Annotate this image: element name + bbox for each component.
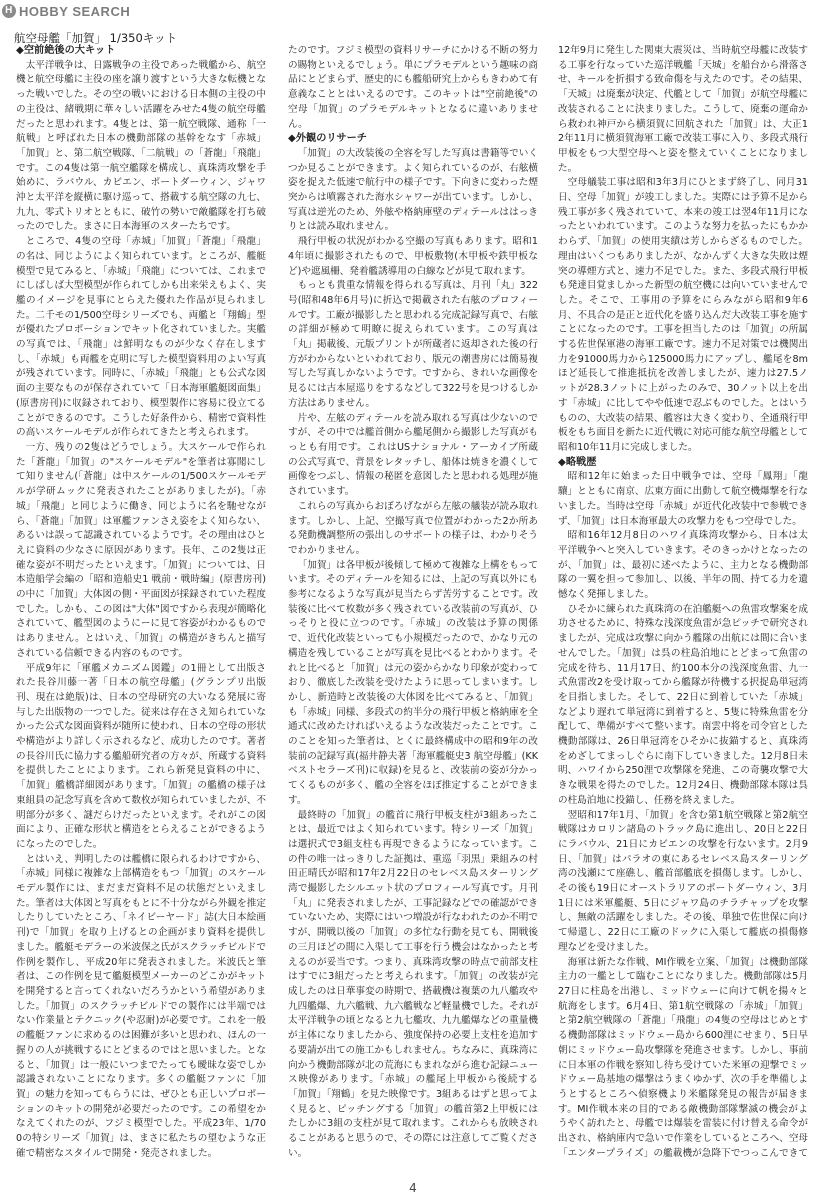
paragraph: もっとも貴重な情報を得られる写真は、月刊「丸」322号(昭和48年6月号)に折込で掲載された右舷のプロフィールです。工廠が撮影したと思われる完成記録写真で、右舷の詳細が極めて明瞭に捉えられています。この写真は「丸」掲載後、元版プリントが所蔵者に返却された後の行方がわからないといわれており、版元の潮書房には簡易複写した写真しかないようです。ですから、きれいな画像を見るには古本屋巡りをするなどして322号を見つけるしか方法はありません。 (288, 280, 538, 409)
paragraph: 「加賀」は各甲板が後傾して極めて複雑な上構をもっています。そのディテールを知るには、上記の写真以外にも参考になるような写真が見当たらず苦労することです。改装後に比べて枚数が多く残されている改装前の写真が、ひっそりと役に立つのです。「赤城」の改装は予算の関係で、近代化改装といっても小規模だったので、かなり元の構造を残していることが写真を見比べるとわかります。それと比べると「加賀」は元の姿からかなり印象が変わっており、徹底した改装を受けたように思ってしまいます。しかし、新造時と改装後の大体図を比べてみると、「加賀」も「赤城」同様、多段式の約半分の飛行甲板と格納庫を全通式に改めたければいえるような改装だったことです。このことを知った筆者は、とくに最終構成中の昭和9年の改装前の記録写真(福井静夫著「海軍艦艇史3 航空母艦」(KKベストセラーズ刊)に収録)を見ると、改装前の姿が分かってくるものが多く、艦の全容をほぼ推定することができます。 (288, 559, 538, 806)
section-heading: ◆外観のリサーチ (288, 133, 367, 145)
paragraph: 「加賀」の大改装後の全容を写した写真は書籍等でいくつか見ることができます。よく知られているのが、右舷横姿を捉えた低速で航行中の様子です。下向きに変わった煙突からは噴霧された海水シャワーが出ています。しかし、写真は逆光のため、外舷や格納庫壁のディテールははっきりとは読み取れません。 (288, 147, 538, 233)
paragraph: ひそかに練られた真珠湾の在泊艦艇への魚雷攻撃案を成功させるために、特殊な浅深度魚雷が急ピッチで研究されましたが、完成は攻撃に向かう艦隊の出航には間に合いませんでした。「加賀」は呉の柱島泊地にとどまって魚雷の完成を待ち、11月17日、約100本分の浅深度魚雷、九一式魚雷改2を受け取ってから艦隊が待機する択捉島単冠湾を目指しました。そして、22日に到着していた「赤城」などより遅れて単冠湾に到着すると、5隻に特殊魚雷を分配して、準備がすべて整います。南雲中将を司令官とした機動部隊は、26日単冠湾をひそかに抜錨すると、真珠湾をめざしてまっしぐらに南下していきました。12月8日未明、ハワイから250浬で攻撃隊を発進、この奇襲攻撃で大きな戦果を得たのでした。12月24日、機動部隊本隊は呉の柱島泊地に投錨し、任務を終えました。 (558, 603, 808, 806)
paragraph: 平成9年に「軍艦メカニズム図鑑」の1冊として出版された長谷川藤一著「日本の航空母艦」(グランプリ出版刊、現在は絶版)は、日本の空母研究の大いなる発展に寄与した出版物の一つでした。従来は存在さえ知られていなかった公式な図面資料が随所に使われ、日本の空母の形状や構造がより詳しく示されるなど、成功したのです。著者の長谷川氏に協力する艦船研究者の方々が、所蔵する資料を提供したことによります。これら新発見資料の中に、「加賀」艦橋詳細図があります。「加賀」の艦橋の様子は東組員の記念写真を含めて数枚が知られていましたが、不明部分が多く、謎だらけだったといえます。それがこの図面により、正確な形状と構造をとらえることができるようになったのでした。 (16, 662, 266, 850)
section-heading: ◆空前絶後の大キット (16, 45, 116, 56)
site-header (0, 0, 826, 22)
paragraph: 空母艤装工事は昭和3年3月にひとまず終了し、同月31日、空母「加賀」が竣工しました。実際には予算不足から残工事が多く残されていて、本来の竣工は翌4年11月になったといわれています。このような努力を払ったにもかかわらず、「加賀」の使用実績は芳しからざるものでした。理由はいくつもありましたが、なかんずく大きな失敗は煙突の導煙方式と、速力不足でした。また、多段式飛行甲板も発達目覚ましかった新型の航空機には向いていませんでした。そこで、工事用の予算をにらみながら昭和9年6月、不具合の是正と近代化を盛り込んだ大改装工事を施すことになったのです。工事を担当したのは「加賀」の所属する佐世保軍港の海軍工廠です。速力不足対策では機関出力を91000馬力から125000馬力にアップし、艦尾を8mほど延長して推進抵抗を改善しましたが、速力は27.5ノットが28.3ノットに上がったのみで、30ノット以上を出す「赤城」に比してやや低速で忍ぶものでした。とはいうものの、大改装の結果、艦容は大きく変わり、全通飛行甲板をもち面目を新たに近代戦に対応可能な航空母艦として昭和10年11月に完成しました。 (558, 177, 808, 453)
paragraph: 12年9月に発生した関東大震災は、当時航空母艦に改装する工事を行なっていた巡洋戦艦「天城」を船台から滑落させ、キールを折損する致命傷を与えたのです。その結果、「天城」は廃棄が決定、代艦として「加賀」が航空母艦に改装されることに決まりました。こうして、廃棄の運命から救われ神戸から横須賀に回航された「加賀」は、大正12年11月に横須賀海軍工廠で改装工事に入り、多段式飛行甲板をもつ大型空母へと姿を整えていくことになりました。 (558, 45, 808, 174)
logo-mark-icon: H (2, 4, 16, 18)
paragraph: 太平洋戦争は、日露戦争の主役であった戦艦から、航空機と航空母艦に主役の座を譲り渡すという大きな転機となった戦いでした。その空の戦いにおける日本側の主役の中の主役は、緒戦期に華々しい活躍をみせた4隻の航空母艦だったと思われます。4隻とは、第一航空戦隊、通称「一航戦」と呼ばれた日本の機動部隊の基幹をなす「赤城」「加賀」と、第二航空戦隊、「二航戦」の「蒼龍」「飛龍」です。この4隻は第一航空艦隊を構成し、真珠湾攻撃を手始めに、ラバウル、カビエン、ポートダーウィン、ジャワ沖と太平洋を縦横に駆け巡って、搭載する航空隊の九七、九九、零式トリオとともに、破竹の勢いで敵艦隊を打ち破ったのでした。まさに日本海軍のスターたちです。 (16, 59, 266, 233)
paragraph: ところで、4隻の空母「赤城」「加賀」「蒼龍」「飛龍」の名は、同じようによく知られています。ところが、艦艇模型で見てみると、「赤城」「飛龍」については、これまでにしばしば大型模型が作られてしかも出来栄えもよく、実艦のイメージを見事にとらえた優れた作品が見られました。二千モの1/500空母シリーズでも、両艦と「翔鶴」型が優れたプロポーションでキット化されていました。実艦の写真では、「飛龍」は鮮明なものが少なく存在しますし、「赤城」も両艦を克明に写した模型資料用のよい写真が残されています。同時に、「赤城」「飛龍」とも公式な図面の主要なものが保存されていて「日本海軍艦艇図面集」(原書房刊)に収録されており、模型製作に容易に役立てることができるのです。こうした好条件から、精密で資料性の高いスケールモデルが作られてきたと考えられます。 (16, 236, 266, 439)
paragraph: 一方、残りの2隻はどうでしょう。大スケールで作られた「蒼龍」「加賀」の"スケールモデル"を筆者は寡聞にして知りません(「蒼龍」は中スケールの1/500スケールモデルが学研ムックに発表されたことがありましたが)。「赤城」「飛龍」と同じように働き、同じように名を馳せながら、「蒼龍」「加賀」は軍艦ファンさえ姿をよく知らない、あるいは誤って認識されているようです。その理由はひとえに資料の少なさに原因があります。長年、この2隻は正確な姿が不明だったといえます。「加賀」については、日本造船学会編の「昭和造船史1 戦前・戦時編」(原書房刊)の中に「加賀」大体図の側・平面図が採録されていた程度でした。しかも、この図は"大体"図ですから表現が簡略化されていて、艦型図のようにーに見て容姿がわかるものではありません。とはいえ、「加賀」の構造がきちんと描写されている信頼できる内容のものです。 (16, 441, 266, 659)
section-heading: ◆略戦歴 (558, 456, 597, 468)
hobbysearch-logo[interactable] (2, 2, 130, 20)
article-column-2 (288, 44, 538, 1159)
paragraph: 昭和12年に始まった日中戦争では、空母「鳳翔」「龍驤」とともに南京、広東方面に出動して航空機爆撃を行ないました。当時は空母「赤城」が近代化改装中で参戦できず、「加賀」は日本海軍最大の攻撃力をもつ空母でした。 (558, 471, 808, 527)
paragraph: とはいえ、判明したのは艦橋に限られるわけですから、「赤城」同様に複雑な上部構造をもつ「加賀」のスケールモデル製作には、まだまだ資料不足の状態だといえました。筆者は大体図と写真をもとに不十分ながら外観を推定したりしていたところ、「ネイビーヤード」誌(大日本絵画刊)で「加賀」を取り上げるとの企画がまり資料を提供しました。艦艇モデラーの米波保之氏がスクラッチビルドで作例を製作し、平成20年に発表されました。米波氏と筆者は、この作例を見て艦艇模型メーカーのどこかがキットを開発すると言ってくれないだろうかという希望がありました。「加賀」のスクラッチビルドでの製作には半端ではない作業量とテクニック(や忍耐)が必要です。これを一般の艦艇ファンに求めるのは困難が多いと思われ、ほんの一握りの人が挑戦するにとどまるのではと思いました。となると、「加賀」は一般にいつまでたっても曖昧な姿でしか認識されないことになります。多くの艦艇ファンに「加賀」の魅力を知ってもらうには、ぜひとも正しいプロポーションのキットの開発が必要だったのです。この希望をかなえてくれたのが、フジミ模型でした。平成23年、1/700の特シリーズ「加賀」は、まさに私たちの望むような正確で精密なスタイルで開発・発売されました。 (16, 853, 266, 1159)
paragraph: たのです。フジミ模型の資料リサーチにかける不断の努力の賜物といえるでしょう。単にプラモデルという趣味の商品にとどまらず、歴史的にも艦船研究上からもきわめて有意義なこととはいえるのです。このキットは"空前絶後"の空母「加賀」のプラモデルキットとなるに違いありません。 (288, 45, 538, 130)
logo-text: HOBBY SEARCH (19, 3, 131, 19)
article-column-1 (16, 44, 266, 1159)
article-column-3 (558, 44, 808, 1159)
paragraph: 海軍は新たな作戦、MI作戦を立案、「加賀」は機動部隊主力の一艦として臨むことになりました。機動部隊は5月27日に柱島を出港し、ミッドウェーに向けて帆を揚々と航海をします。6月4日、第1航空戦隊の「赤城」「加賀」と第2航空戦隊の「蒼龍」「飛龍」の4隻の空母はじめとする機動部隊はミッドウェー島から600浬にせまり、5日早朝にミッドウェー島攻撃隊を発進させます。しかし、事前に日本軍の作戦を察知し待ち受けていた米軍の迎撃でミッドウェー島基地の爆撃はうまくゆかず、次の手を準備しようとするところへ偵察機より米艦隊発見の報告が届きます。MI作戦本来の目的である敵機動部隊撃滅の機会がようやく訪れたと、母艦では爆装を雷装に付け替える命令が出され、格納庫内で急いで作業をしているところへ、空母「エンタープライズ」の艦載機が急降下でつっこんできて (558, 956, 808, 1159)
page-number: 4 (409, 1181, 417, 1195)
article-title: 航空母艦「加賀」 1/350キット (14, 31, 178, 45)
paragraph: 翌昭和17年1月、「加賀」を含む第1航空戦隊と第2航空戦隊はカロリン諸島のトラック島に進出し、20日と22日にラバウル、21日にカビエンの攻撃を行ないます。2月9日、「加賀」はパラオの東にあるセレベス島スターリング湾の浅瀬にて座礁し、艦首部艦底を損傷します。しかし、その後も19日にオーストラリアのポートダーウィン、3月1日には米軍艦艇、5日にジャワ島のチラチャップを攻撃し、無敵の活躍をしました。その後、単独で佐世保に向けて帰還し、22日に工廠のドックに入渠して艦底の損傷修理などを受けました。 (558, 809, 808, 953)
paragraph: 飛行甲板の状況がわかる空撮の写真もあります。昭和14年頃に撮影されたもので、甲板敷物(木甲板や鉄甲板など)や遮風柵、発着艦誘導用の白線などが見て取れます。 (288, 236, 538, 277)
paragraph: 片や、左舷のディテールを読み取れる写真は少ないのですが、その中では艦首側から艦尾側から撮影した写真がもっとも有用です。これはUSナショナル・アーカイブ所蔵の公式写真で、背景をレタッチし、船体は焼きを濃くして画像をつぶし、情報の秘匿を意図したと思われる処理が施されています。 (288, 412, 538, 498)
paragraph: これらの写真からおぼろげながら左舷の艤装が読み取れます。しかし、上記、空撮写真で位置がわかった2か所ある発動機調整所の張出しのサポートの様子は、わかりそうでわかりません。 (288, 500, 538, 556)
paragraph: 最終時の「加賀」の艦首に飛行甲板支柱が3組あったことは、最近ではよく知られています。特シリーズ「加賀」は選択式で3組支柱も再現できるようになっています。この件の唯一はっきりした証拠は、重巡「羽黒」乗組みの村田正晴氏が昭和17年2月22日のセレベス島スターリング湾で撮影したシルエット状のプロフィール写真です。月刊「丸」に発表されましたが、工事記録などでの確認ができていないため、実際にはいつ増設が行なわれたのか不明ですが、開戦以後の「加賀」の多忙な行動を見ても、開戦後の三月ほどの間に入渠して工事を行う機会はなかったと考えるのが妥当です。つまり、真珠湾攻撃の時点で前部支柱はすでに3組だったと考えられます。「加賀」の改装が完成したのは日華事変の時期で、搭載機は複葉の九八艦攻や九四艦爆、九六艦戦、九六艦戦など軽量機でした。それが太平洋戦争の頃となると九七艦攻、九九艦爆などの重量機が主体になりましたから、強度保持の必要上支柱を追加する要請が出ての施工かもしれません。ちなみに、真珠湾に向かう機動部隊が北の荒海にもまれながら進む記録ニュース映像があります。「赤城」の艦尾上甲板から後続する「加賀」「翔鶴」を見た映像です。3組あるはずと思ってよく見ると、ピッチングする「加賀」の艦首第2上甲板にはたしかに3組の支柱が見て取れます。これからも放映されることがあると思うので、その際には注意してご覧ください。 (288, 809, 538, 1159)
paragraph: 昭和16年12月8日のハワイ真珠湾攻撃から、日本は太平洋戦争へと突入していきます。そのきっかけとなったのが、「加賀」は、最初に述べたように、主力となる機動部隊の一翼を担って参加し、以後、半年の間、持てる力を遺憾なく発揮しました。 (558, 530, 808, 601)
